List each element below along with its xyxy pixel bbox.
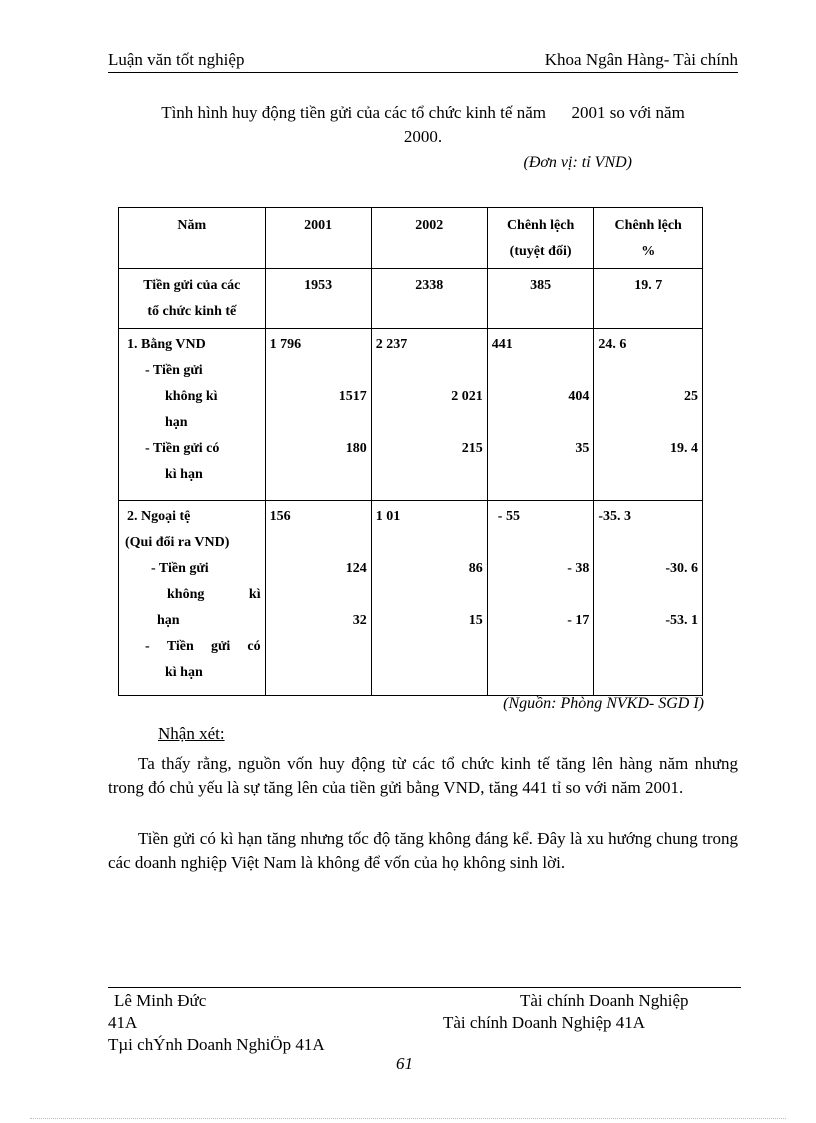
fx-label — [119, 501, 266, 696]
fx-sub1-pct: -30. 6 — [665, 561, 698, 576]
vnd-2002-main: 2 237 — [375, 337, 408, 352]
fx-sub2-word-b: Tiền — [166, 639, 194, 654]
fx-abs-main: - 55 — [497, 509, 520, 524]
fx-abs-spacer — [492, 530, 590, 556]
header-right: Khoa Ngân Hàng- Tài chính — [544, 50, 738, 69]
fx-sub1-abs: - 38 — [567, 561, 590, 576]
table-header-row — [119, 208, 703, 269]
table-row-fx — [119, 501, 703, 696]
total-2002: 2338 — [371, 269, 487, 329]
fx-sub1-word-a: không — [167, 587, 205, 602]
table-row-vnd — [119, 329, 703, 501]
fx-abs — [487, 501, 594, 696]
fx-label-main: 2. Ngoại tệ — [127, 509, 191, 524]
fx-sub2-word-d: có — [247, 639, 261, 654]
header-abs-line1: Chênh lệch — [506, 218, 575, 233]
fx-abs-spacer2 — [492, 582, 590, 608]
page-bottom-border — [30, 1118, 786, 1119]
deposit-table — [118, 207, 703, 696]
vnd-sub1-2001: 1517 — [338, 389, 367, 404]
footer-divider — [108, 987, 741, 988]
vnd-sub2-pct: 19. 4 — [670, 441, 698, 456]
fx-2002-spacer — [376, 530, 483, 556]
fx-sub1-line1: - Tiền gửi — [151, 561, 209, 576]
vnd-2002-spacer — [376, 358, 483, 384]
unit-note: (Đơn vị: tỉ VND) — [523, 154, 632, 171]
vnd-sub1-pct: 25 — [684, 389, 698, 404]
vnd-pct — [594, 329, 703, 501]
fx-2001-main: 156 — [269, 509, 291, 524]
fx-2002-main: 1 01 — [375, 509, 401, 524]
vnd-2002-spacer2 — [376, 410, 483, 436]
fx-sub1-2002: 86 — [468, 561, 483, 576]
header-2002-label: 2002 — [415, 218, 444, 233]
fx-sub2-line1 — [123, 634, 261, 660]
vnd-abs-spacer — [492, 358, 590, 384]
total-2001: 1953 — [265, 269, 371, 329]
vnd-abs-spacer2 — [492, 410, 590, 436]
table-row-total — [119, 269, 703, 329]
total-abs: 385 — [487, 269, 594, 329]
fx-sub2-pct: -53. 1 — [665, 613, 698, 628]
vnd-2002 — [371, 329, 487, 501]
vnd-sub2-line1: - Tiền gửi có — [145, 441, 220, 456]
vnd-2001-spacer2 — [270, 410, 367, 436]
comment-title: Nhận xét: — [158, 724, 225, 743]
fx-pct-main: -35. 3 — [598, 509, 632, 524]
vnd-abs — [487, 329, 594, 501]
fx-sub2-2002: 15 — [468, 613, 483, 628]
header-abs-line2: (tuyệt đối) — [509, 244, 572, 259]
vnd-label — [119, 329, 266, 501]
footer-class: 41A — [108, 1013, 138, 1032]
fx-sub2-line2: kì hạn — [165, 665, 203, 680]
fx-2001-spacer — [270, 530, 367, 556]
vnd-pct-spacer2 — [598, 410, 698, 436]
header-2002 — [371, 208, 487, 269]
vnd-2001 — [265, 329, 371, 501]
table-title-line2: 2000. — [403, 127, 443, 146]
fx-sub1-line2 — [123, 582, 261, 608]
fx-pct-spacer — [598, 530, 698, 556]
total-label-line2: tổ chức kinh tế — [147, 304, 237, 319]
vnd-pct-main: 24. 6 — [598, 337, 627, 352]
vnd-sub1-line1: - Tiền gửi — [145, 363, 203, 378]
footer-right-2: Tài chính Doanh Nghiệp 41A — [443, 1013, 646, 1032]
total-label — [119, 269, 266, 329]
fx-2002 — [371, 501, 487, 696]
fx-2001-spacer2 — [270, 582, 367, 608]
header-2001 — [265, 208, 371, 269]
fx-label-conv: (Qui đổi ra VND) — [125, 535, 230, 550]
footer-right-1: Tài chính Doanh Nghiệp — [520, 991, 689, 1010]
vnd-sub2-2001: 180 — [345, 441, 367, 456]
vnd-sub1-2002: 2 021 — [451, 389, 483, 404]
header-abs-diff — [487, 208, 594, 269]
header-pct-line1: Chênh lệch — [614, 218, 682, 233]
fx-2002-spacer2 — [376, 582, 483, 608]
header-year — [119, 208, 266, 269]
header-pct-diff — [594, 208, 703, 269]
vnd-sub2-2002: 215 — [461, 441, 483, 456]
vnd-2001-spacer — [270, 358, 367, 384]
fx-pct-spacer2 — [598, 582, 698, 608]
header-pct-line2: % — [641, 244, 656, 259]
header-left: Luận văn tốt nghiệp — [108, 50, 245, 69]
page-number: 61 — [396, 1054, 413, 1073]
total-pct: 19. 7 — [594, 269, 703, 329]
table-title-line1: Tình hình huy động tiền gửi của các tổ chức kinh tế năm 2001 so với năm — [161, 103, 685, 122]
fx-sub1-word-b: kì — [248, 587, 261, 602]
vnd-2001-main: 1 796 — [269, 337, 302, 352]
source-note: (Nguồn: Phòng NVKD- SGD I) — [503, 695, 704, 712]
fx-2001 — [265, 501, 371, 696]
vnd-sub2-abs: 35 — [575, 441, 590, 456]
fx-pct — [594, 501, 703, 696]
vnd-sub1-line2: không kì — [165, 389, 218, 404]
header-divider — [108, 72, 738, 73]
fx-sub2-abs: - 17 — [567, 613, 590, 628]
footer-author: Lê Minh Đức — [114, 991, 207, 1010]
fx-sub2-2001: 32 — [352, 613, 367, 628]
total-label-line1: Tiền gửi của các — [143, 278, 241, 293]
paragraph-1: Ta thấy rằng, nguồn vốn huy động từ các tổ chức kinh tế tăng lên hàng năm nhưng trong đó chủ yếu là sự tăng lên của tiền gửi bằng VND, tăng 441 tỉ so với năm 2001. — [108, 754, 738, 797]
fx-sub1-line3: hạn — [157, 613, 180, 628]
vnd-sub1-line3: hạn — [165, 415, 188, 430]
fx-sub2-word-a: - — [145, 639, 150, 654]
vnd-sub1-abs: 404 — [568, 389, 590, 404]
footer-garbled: Tµi chÝnh Doanh NghiÖp 41A — [108, 1035, 325, 1054]
fx-sub1-2001: 124 — [345, 561, 367, 576]
vnd-sub2-line2: kì hạn — [165, 467, 203, 482]
paragraph-2: Tiền gửi có kì hạn tăng nhưng tốc độ tăng không đáng kể. Đây là xu hướng chung trong các doanh nghiệp Việt Nam là không để vốn của họ không sinh lời. — [108, 829, 738, 872]
header-year-label: Năm — [177, 218, 207, 233]
table-title — [108, 101, 738, 149]
vnd-pct-spacer — [598, 358, 698, 384]
fx-sub2-word-c: gửi — [210, 639, 231, 654]
header-2001-label: 2001 — [304, 218, 333, 233]
vnd-label-main: 1. Bằng VND — [127, 337, 206, 352]
vnd-abs-main: 441 — [491, 337, 513, 352]
